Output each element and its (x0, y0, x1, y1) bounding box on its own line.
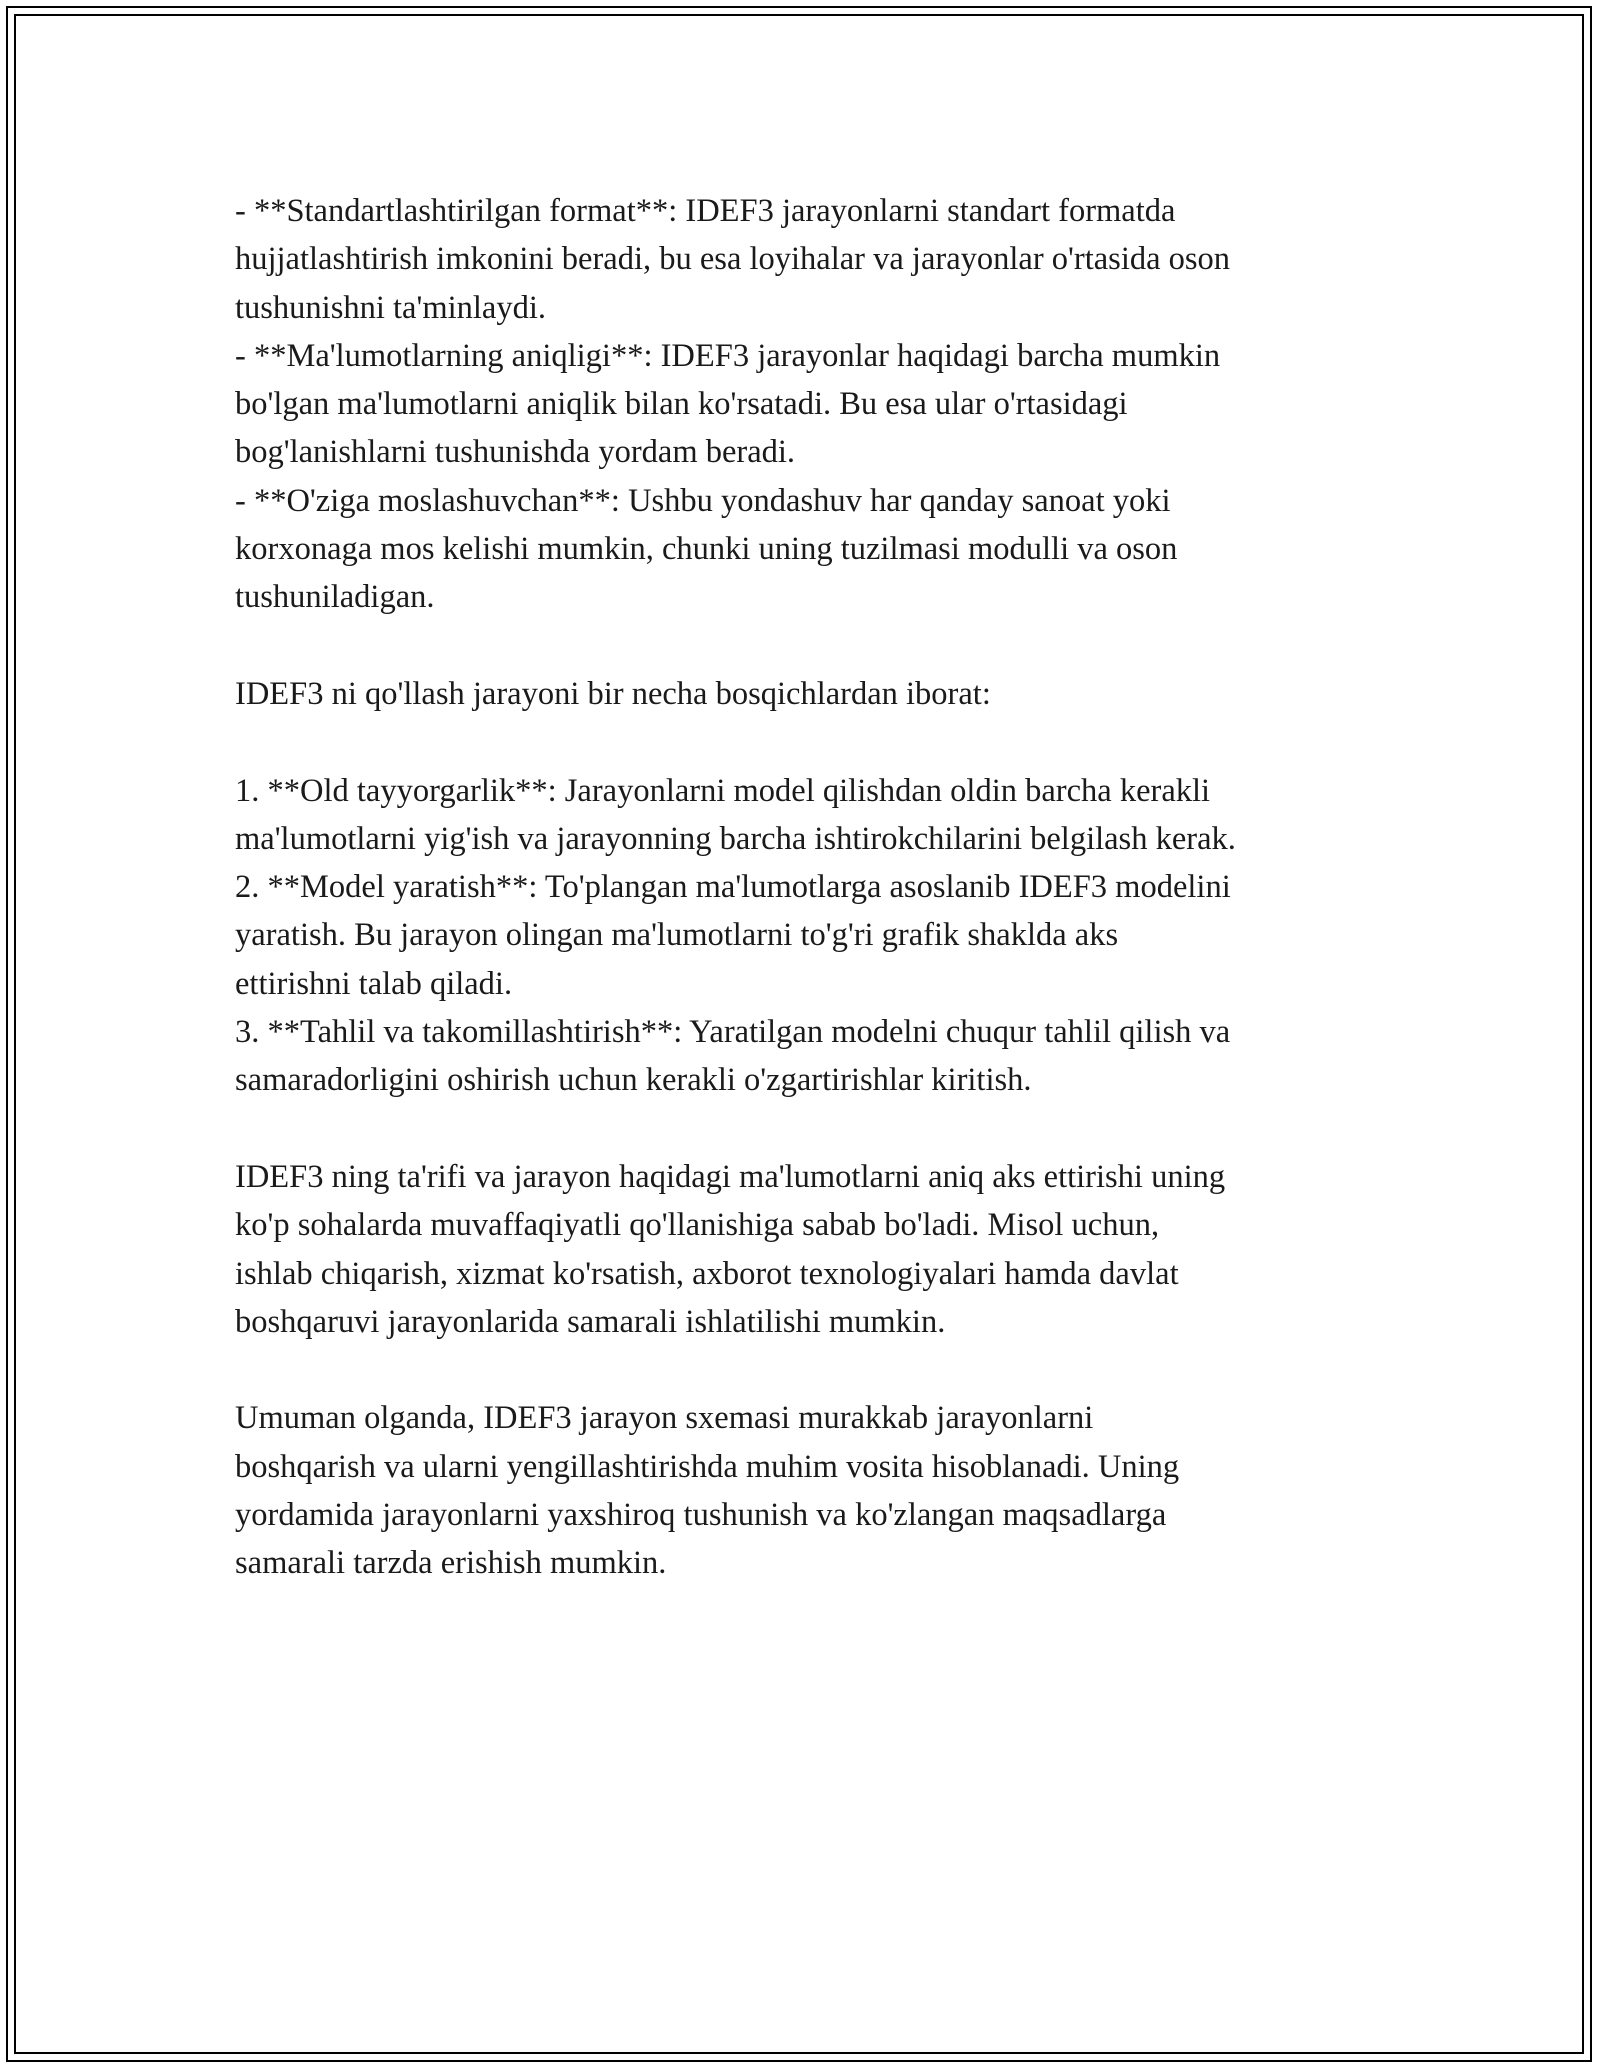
text-line: - **O'ziga moslashuvchan**: Ushbu yondashuv har qanday sanoat yoki (235, 482, 1171, 519)
text-line: Umuman olganda, IDEF3 jarayon sxemasi murakkab jarayonlarni (235, 1400, 1094, 1437)
text-line: 3. **Tahlil va takomillashtirish**: Yaratilgan modelni chuqur tahlil qilish va (235, 1014, 1231, 1051)
text-line: - **Standartlashtirilgan format**: IDEF3 jarayonlarni standart formatda (235, 193, 1176, 229)
text-line: boshqaruvi jarayonlarida samarali ishlatilishi mumkin. (235, 1303, 946, 1340)
text-line: 2. **Model yaratish**: To'plangan ma'lumotlarga asoslanib IDEF3 modelini (235, 869, 1231, 906)
text-line: tushuniladigan. (235, 579, 435, 616)
text-line: ko'p sohalarda muvaffaqiyatli qo'llanishiga sabab bo'ladi. Misol uchun, (235, 1207, 1160, 1244)
text-line: bo'lgan ma'lumotlarni aniqlik bilan ko'rsatadi. Bu esa ular o'rtasidagi (235, 386, 1128, 423)
text-line: yordamida jarayonlarni yaxshiroq tushunish va ko'zlangan maqsadlarga (235, 1497, 1167, 1534)
blank-line (235, 622, 1435, 670)
text-line: ettirishni talab qiladi. (235, 965, 513, 1002)
text-line: tushunishni ta'minlaydi. (235, 289, 546, 326)
text-line: samarali tarzda erishish mumkin. (235, 1545, 667, 1582)
text-line: samaradorligini oshirish uchun kerakli o'zgartirishlar kiritish. (235, 1062, 1032, 1099)
text-line: IDEF3 ning ta'rifi va jarayon haqidagi ma'lumotlarni aniq aks ettirishi uning (235, 1158, 1226, 1195)
text-line: bog'lanishlarni tushunishda yordam beradi. (235, 434, 796, 471)
text-line: 1. **Old tayyorgarlik**: Jarayonlarni model qilishdan oldin barcha kerakli (235, 772, 1211, 809)
blank-line (235, 718, 1435, 766)
document-body (235, 187, 1435, 1588)
text-line: korxonaga mos kelishi mumkin, chunki uning tuzilmasi modulli va oson (235, 531, 1178, 568)
text-line: hujjatlashtirish imkonini beradi, bu esa loyihalar va jarayonlar o'rtasida oson (235, 241, 1231, 278)
text-line: yaratish. Bu jarayon olingan ma'lumotlarni to'g'ri grafik shakldа aks (235, 917, 1119, 954)
text-line: ishlab chiqarish, xizmat ko'rsatish, axborot texnologiyalari hamda davlat (235, 1255, 1179, 1292)
blank-line (235, 1346, 1435, 1394)
text-line: - **Ma'lumotlarning aniqligi**: IDEF3 jarayonlar haqidagi barcha mumkin (235, 337, 1221, 374)
text-line: IDEF3 ni qo'llash jarayoni bir necha bosqichlardan iborat: (235, 675, 991, 712)
text-line: boshqarish va ularni yengillashtirishda muhim vosita hisoblanadi. Uning (235, 1448, 1180, 1485)
blank-line (235, 1105, 1435, 1153)
text-line: ma'lumotlarni yig'ish va jarayonning barcha ishtirokchilarini belgilash kerak. (235, 820, 1236, 857)
